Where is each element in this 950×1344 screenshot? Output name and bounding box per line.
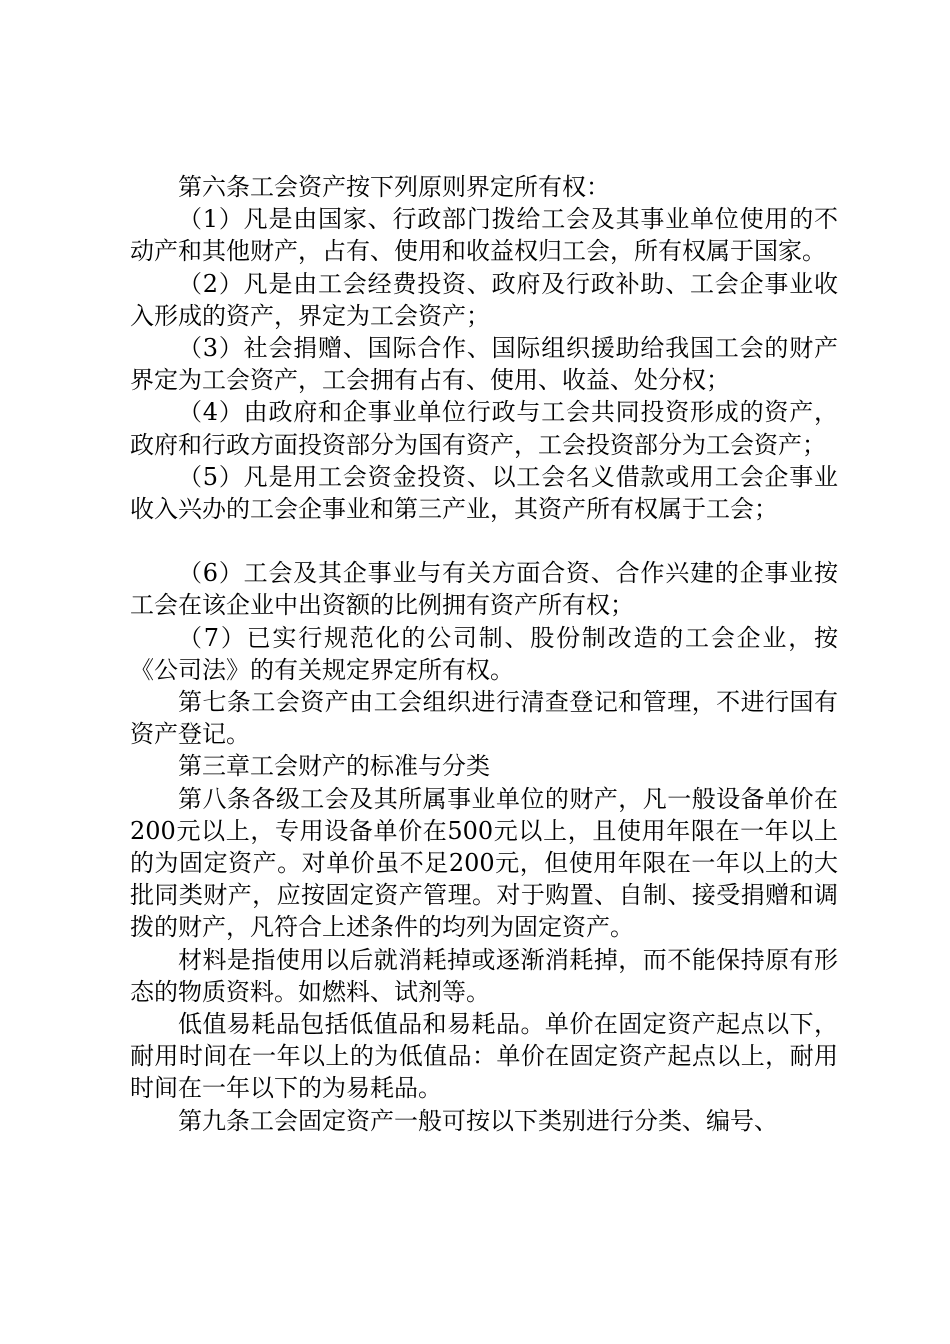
paragraph-article-6: 第六条工会资产按下列原则界定所有权： [178, 173, 610, 201]
paragraph-article-9: 第九条工会固定资产一般可按以下类别进行分类、编号、 [178, 1106, 778, 1135]
document-body [130, 171, 838, 1137]
chapter-heading-3: 第三章工会财产的标准与分类 [178, 752, 490, 781]
paragraph-item-2: （2）凡是由工会经费投资、政府及行政补助、工会企事业收入形成的资产，界定为工会资产； [130, 269, 838, 330]
paragraph-item-6: （6）工会及其企事业与有关方面合资、合作兴建的企事业按工会在该企业中出资额的比例拥有资产所有权； [130, 559, 838, 620]
paragraph-item-3: （3）社会捐赠、国际合作、国际组织援助给我国工会的财产界定为工会资产，工会拥有占有、使用、收益、处分权； [130, 334, 838, 395]
paragraph-low-value-items: 低值易耗品包括低值品和易耗品。单价在固定资产起点以下，耐用时间在一年以上的为低值品：单价在固定资产起点以上，耐用时间在一年以下的为易耗品。 [130, 1010, 838, 1103]
paragraph-materials: 材料是指使用以后就消耗掉或逐渐消耗掉，而不能保持原有形态的物质资料。如燃料、试剂等。 [130, 945, 838, 1006]
paragraph-item-1: （1）凡是由国家、行政部门拨给工会及其事业单位使用的不动产和其他财产，占有、使用和收益权归工会，所有权属于国家。 [130, 205, 838, 266]
paragraph-article-7: 第七条工会资产由工会组织进行清查登记和管理，不进行国有资产登记。 [130, 688, 838, 749]
paragraph-item-5: （5）凡是用工会资金投资、以工会名义借款或用工会企事业收入兴办的工会企事业和第三产业，其资产所有权属于工会； [130, 462, 838, 524]
paragraph-article-8: 第八条各级工会及其所属事业单位的财产，凡一般设备单价在200元以上，专用设备单价在500元以上，且使用年限在一年以上的为固定资产。对单价虽不足200元，但使用年限在一年以上的大批同类财产，应按固定资产管理。对于购置、自制、接受捐赠和调拨的财产，凡符合上述条件的均列为固定资产。 [130, 784, 838, 942]
paragraph-item-4: （4）由政府和企事业单位行政与工会共同投资形成的资产，政府和行政方面投资部分为国有资产，工会投资部分为工会资产； [130, 398, 838, 459]
paragraph-item-7: （7）已实行规范化的公司制、股份制改造的工会企业，按《公司法》的有关规定界定所有权。 [130, 623, 838, 684]
